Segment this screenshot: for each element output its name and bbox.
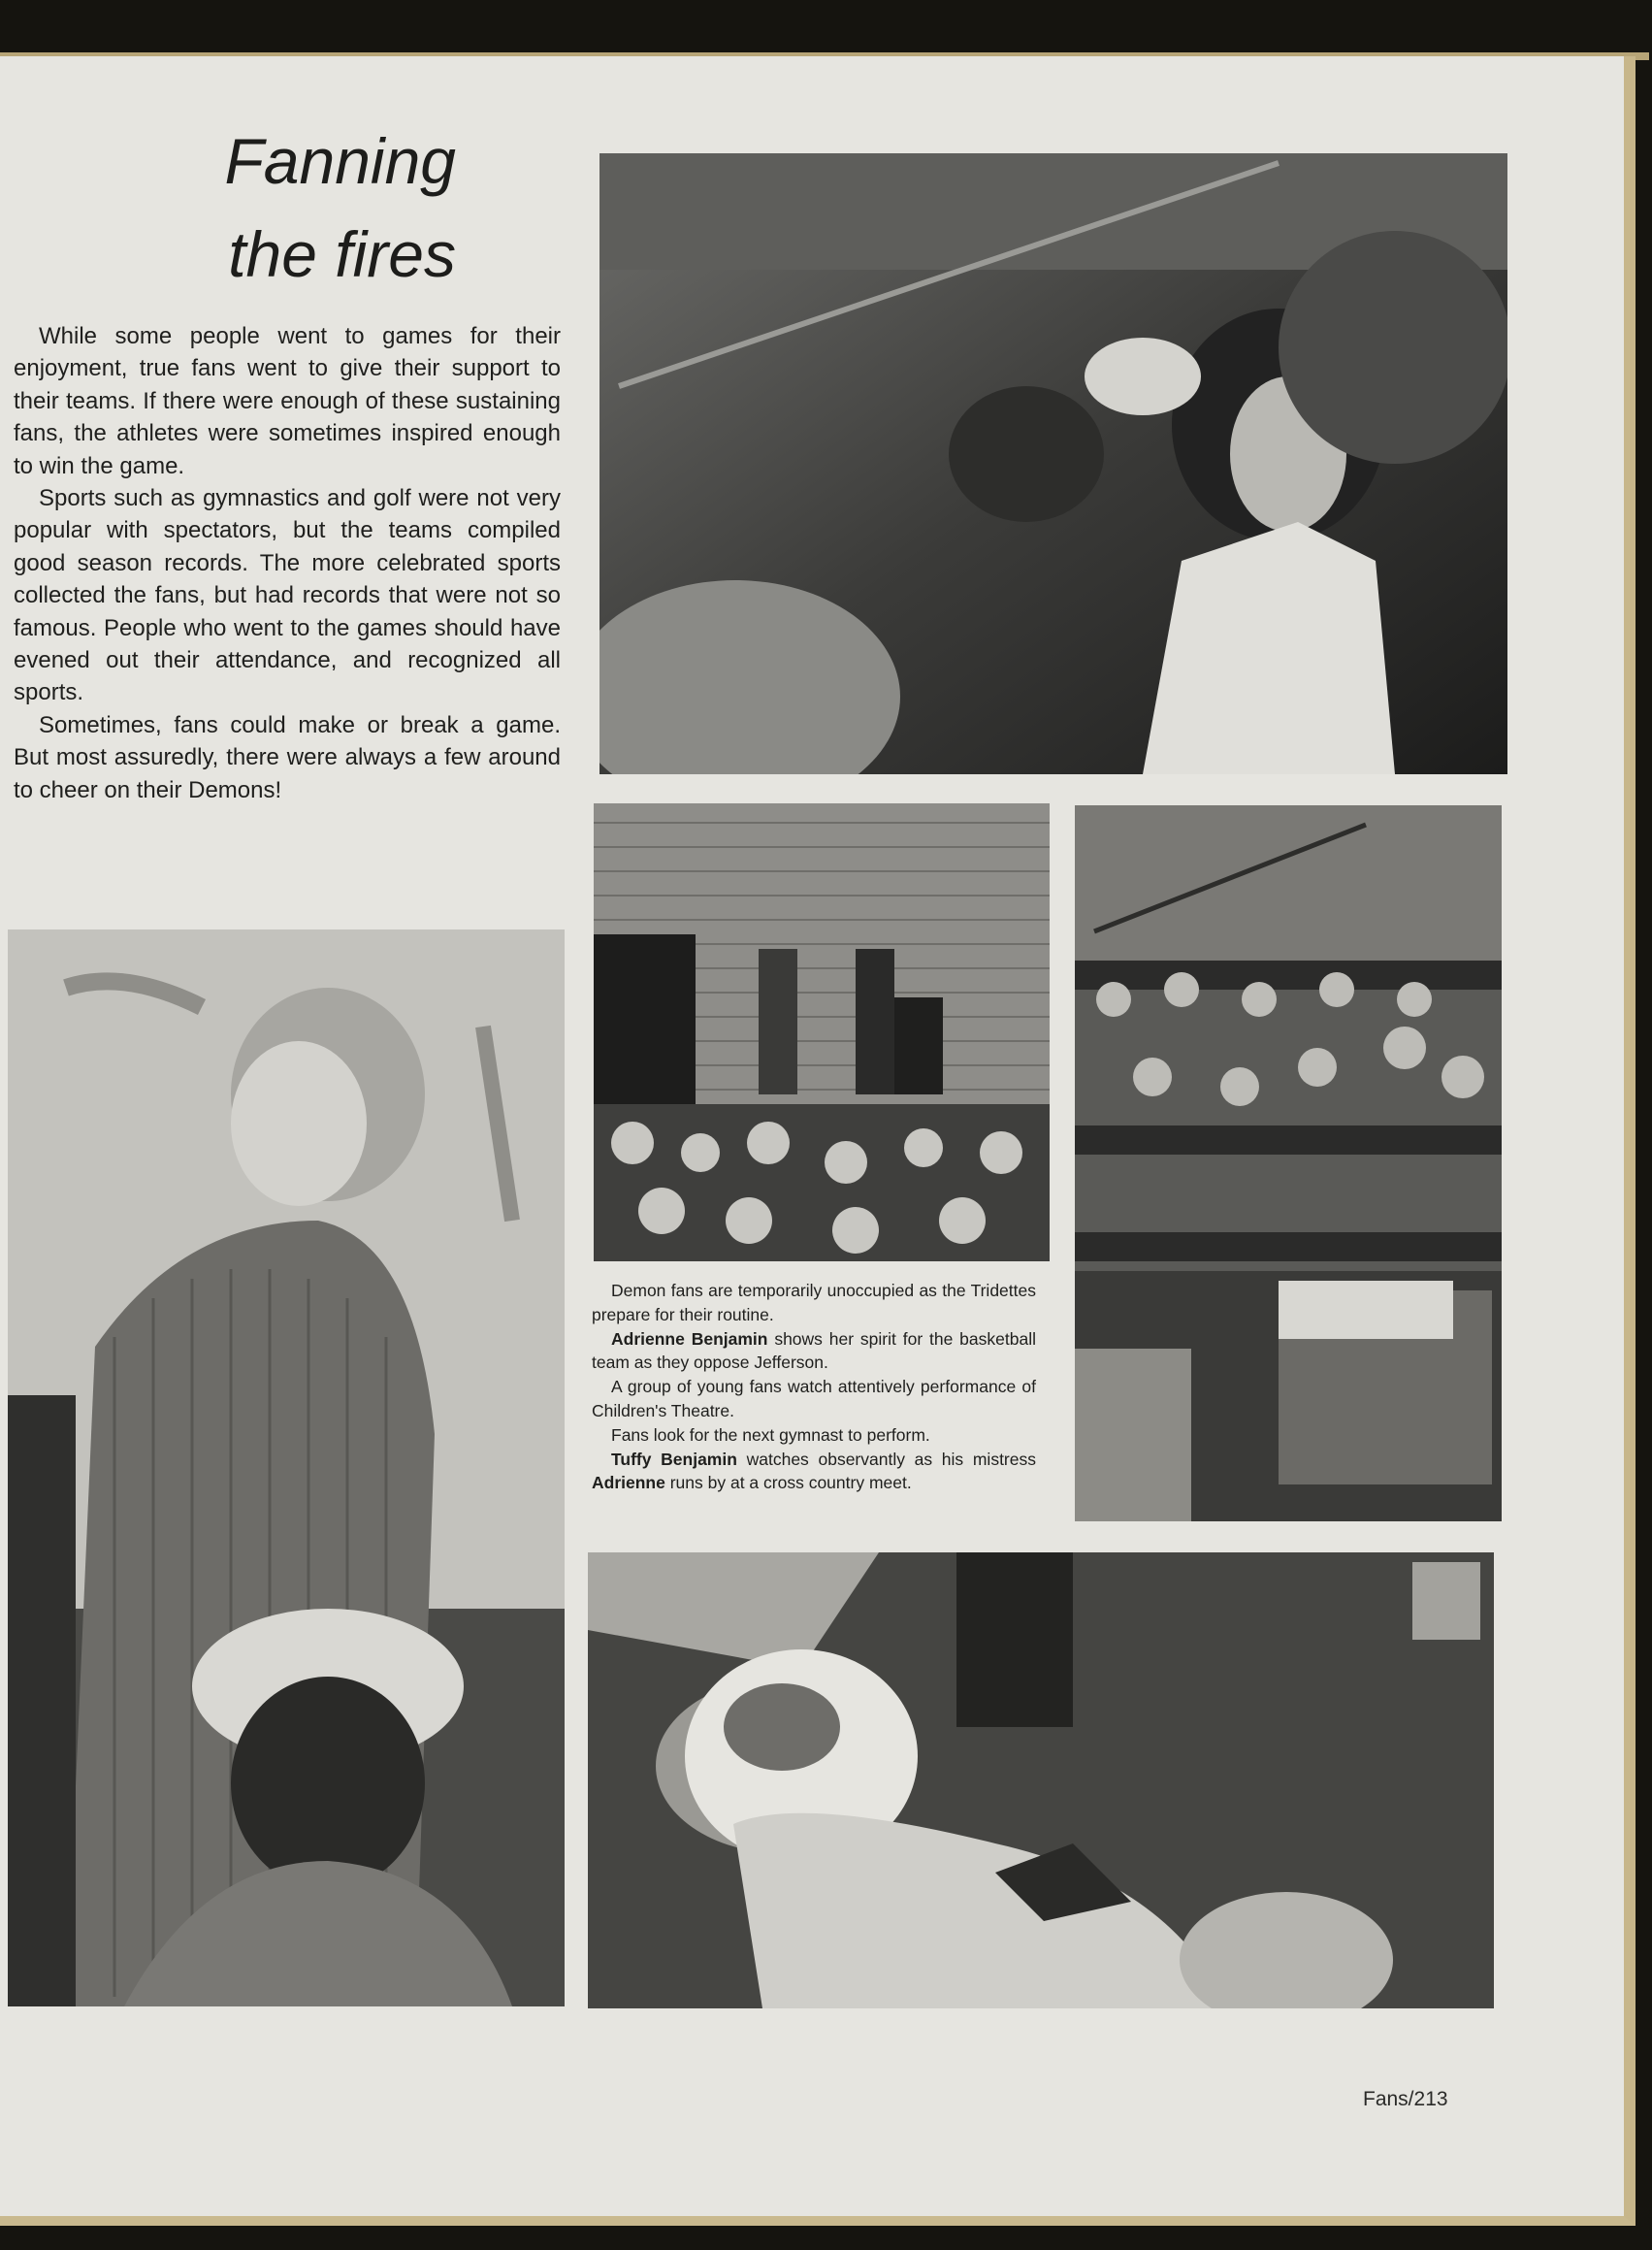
caption-text: Fans look for the next gymnast to perform. [611, 1424, 930, 1445]
caption-name: Adrienne [592, 1473, 665, 1493]
caption-name: Tuffy Benjamin [611, 1449, 737, 1469]
photo-dog-tuffy [588, 1552, 1494, 2008]
body-copy [14, 320, 561, 806]
photo-captions [592, 1279, 1036, 1495]
page-title [126, 114, 456, 301]
caption-name: Adrienne Benjamin [611, 1328, 768, 1349]
photo-gymnastics-bleachers [1075, 805, 1502, 1521]
photo-cheering-fan [599, 153, 1507, 774]
body-paragraph: While some people went to games for their enjoyment, true fans went to give their support to their teams. If there were enough of these sustaining fans, the athletes were sometimes inspired enough to win the game. [14, 323, 561, 479]
caption-text: Demon fans are temporarily unoccupied as the Tridettes prepare for their routine. [592, 1281, 1036, 1324]
page-folio: Fans/213 [1363, 2088, 1448, 2110]
body-paragraph: Sports such as gymnastics and golf were not very popular with spectators, but the teams compiled good season records. The more celebrated sports collected the fans, but had records that were not so famous. People who went to the games should have evened out their attendance, and recognized all sports. [14, 485, 561, 706]
caption-text: A group of young fans watch attentively performance of Children's Theatre. [592, 1377, 1036, 1420]
title-line-1: Fanning [224, 125, 456, 197]
caption-text: runs by at a cross country meet. [664, 1473, 912, 1493]
caption-text: watches observantly as his mistress [736, 1449, 1036, 1469]
caption-text [592, 1448, 1036, 1496]
title-line-2: the fires [228, 218, 456, 290]
caption-text [592, 1327, 1036, 1376]
photo-theatre-audience [594, 803, 1050, 1261]
photo-young-fans [8, 929, 565, 2006]
body-paragraph: Sometimes, fans could make or break a game. But most assuredly, there were always a few around to cheer on their Demons! [14, 711, 561, 803]
caption-text: shows her spirit for the basketball team as they oppose Jefferson. [592, 1328, 1036, 1373]
